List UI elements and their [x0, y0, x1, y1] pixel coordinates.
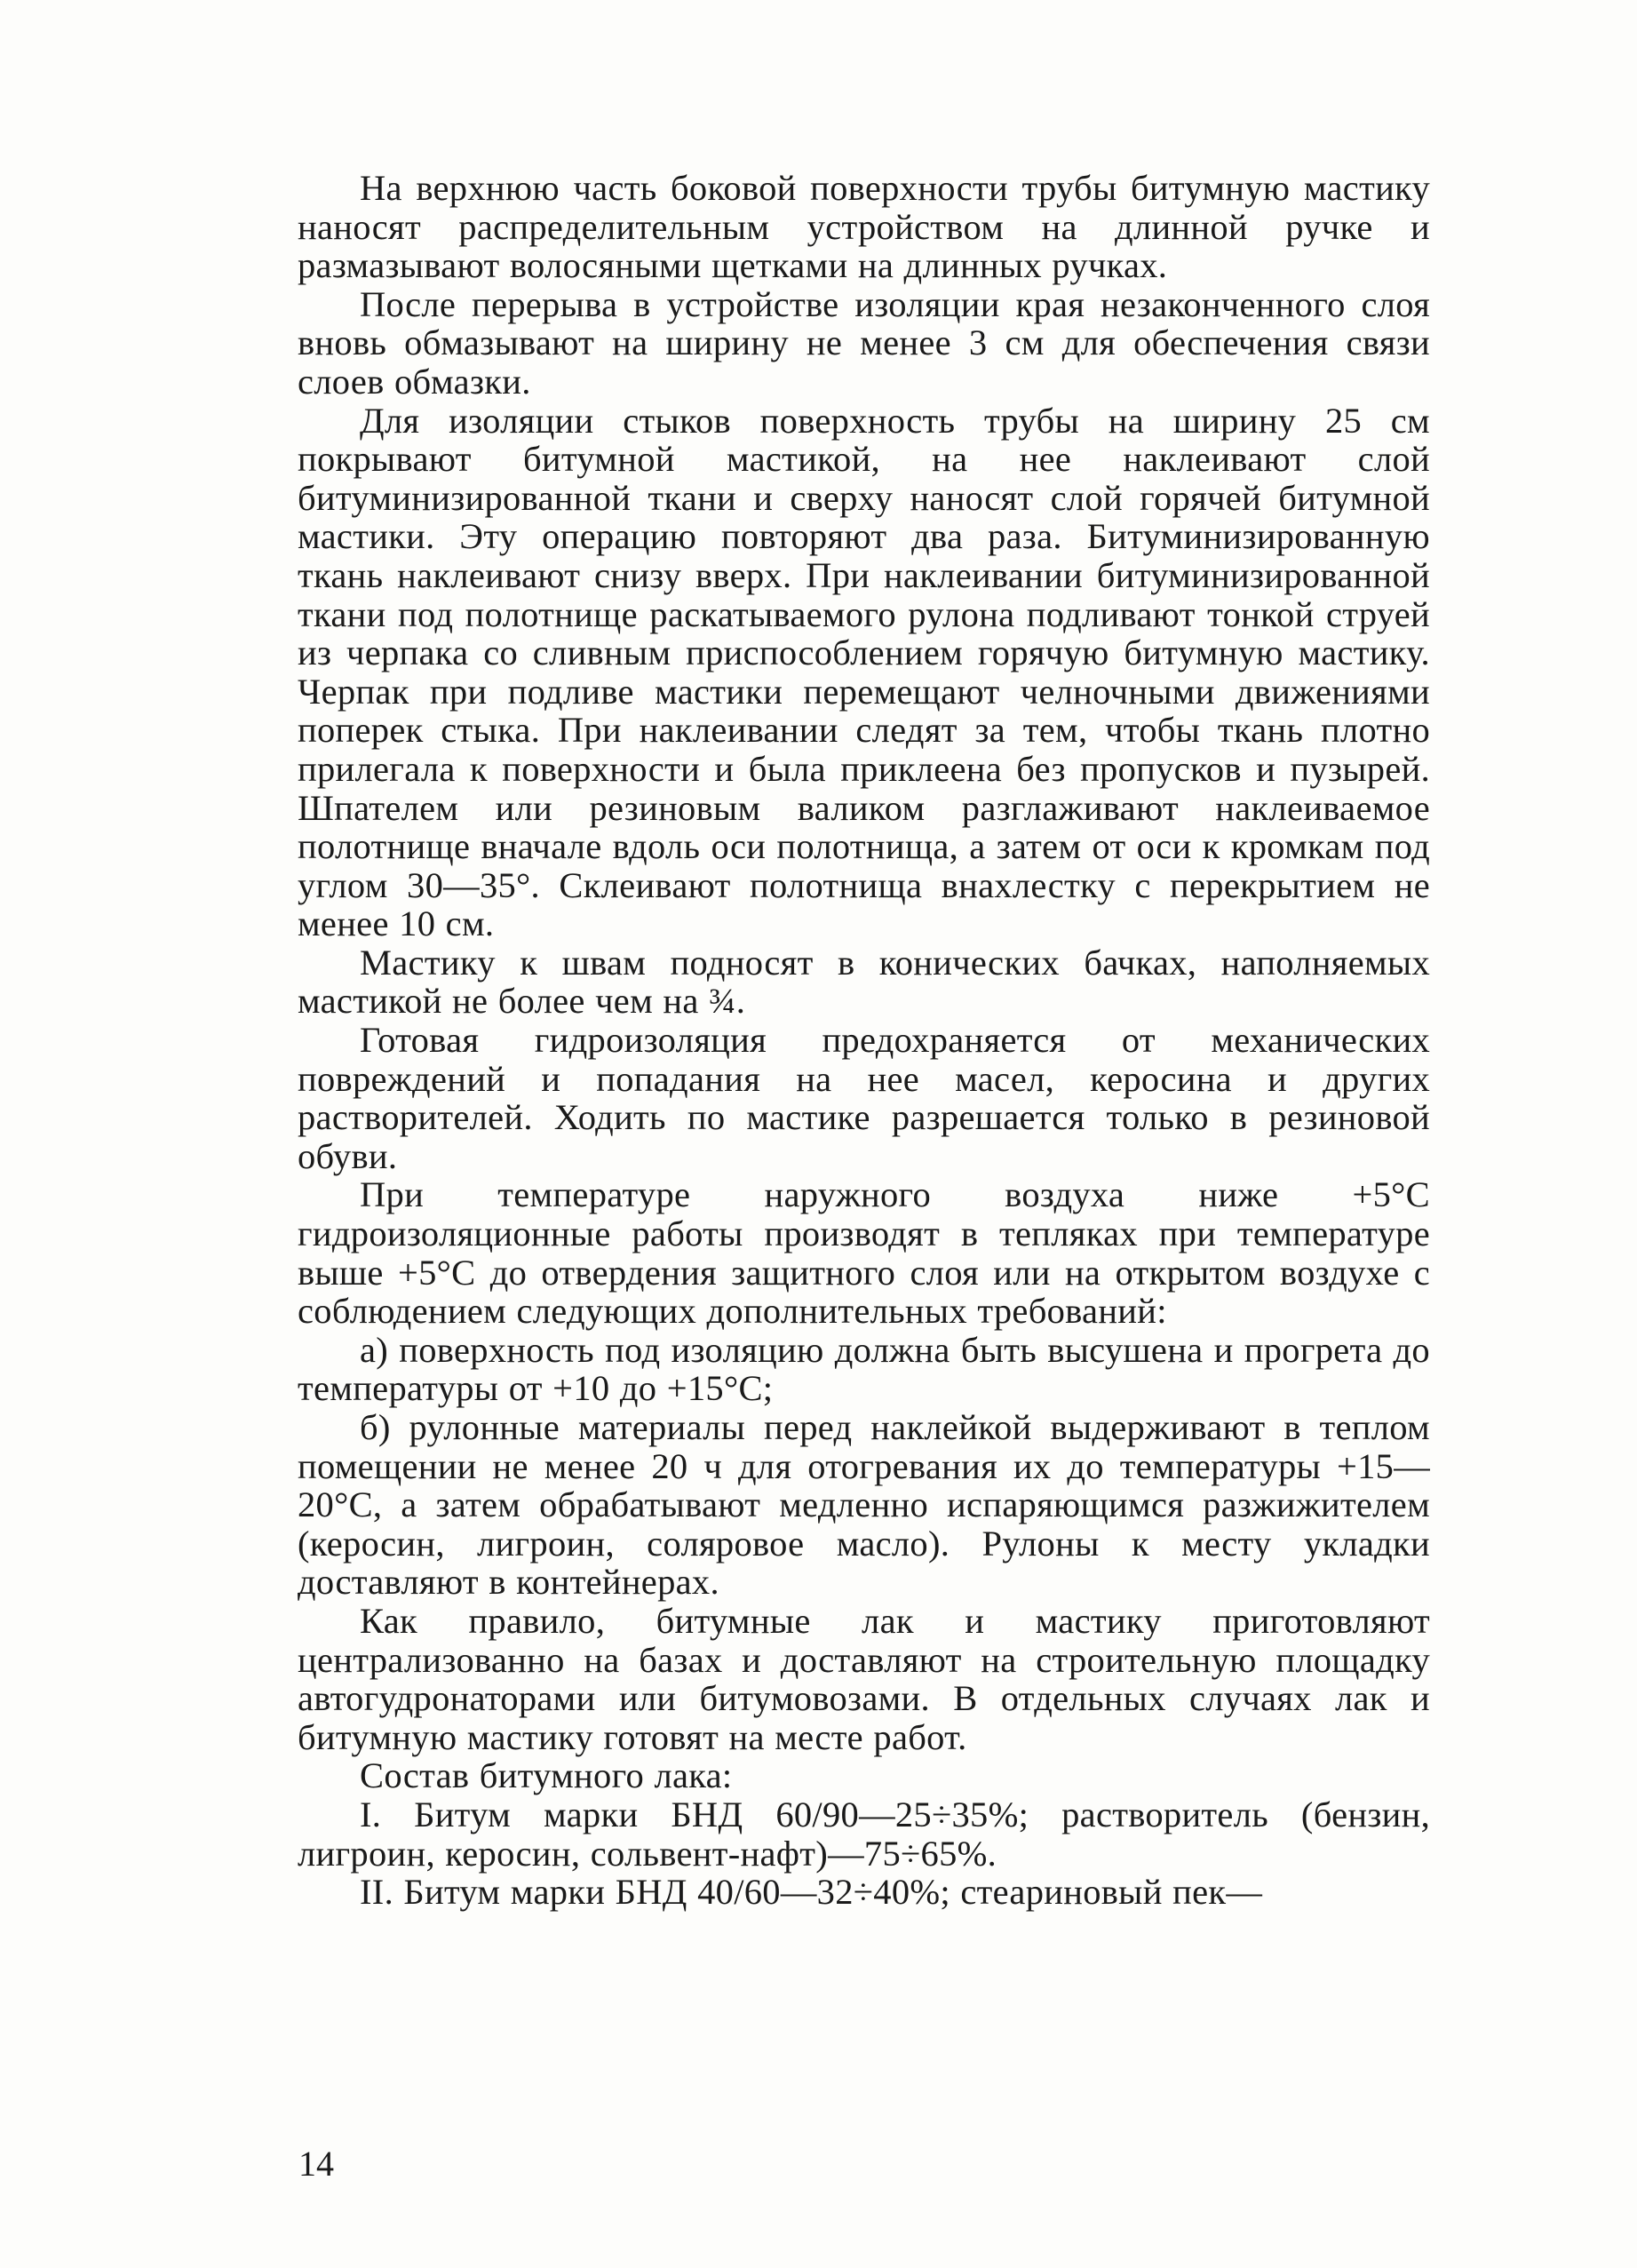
paragraph-3: Для изоляции стыков поверхность трубы на ширину 25 см покрывают битумной мастикой, на нее наклеивают слой битуминизированной ткани и сверху наносят слой горячей битумной мастики. Эту операцию повторяют два раза. Битуминизированную ткань наклеивают снизу вверх. При наклеивании битуминизированной ткани под полотнище раскатываемого рулона подливают тонкой струей из черпака со сливным приспособлением горячую битумную мастику. Черпак при подливе мастики перемещают челночными движениями поперек стыка. При наклеивании следят за тем, чтобы ткань плотно прилегала к поверхности и была приклеена без пропусков и пузырей. Шпателем или резиновым валиком разглаживают наклеиваемое полотнище вначале вдоль оси полотнища, а затем от оси к кромкам под углом 30—35°. Склеивают полотнища внахлестку с перекрытием не менее 10 см. — [298, 400, 1430, 944]
body-text — [298, 169, 1430, 1912]
composition-item-1: I. Битум марки БНД 60/90—25÷35%; растворитель (бензин, лигроин, керосин, сольвент-нафт)—75÷65%. — [298, 1794, 1430, 1874]
paragraph-1: На верхнюю часть боковой поверхности трубы битумную мастику наносят распределительным устройством на длинной ручке и размазывают волосяными щетками на длинных ручках. — [298, 168, 1430, 286]
list-item-b: б) рулонные материалы перед наклейкой выдерживают в теплом помещении не менее 20 ч для отогревания их до температуры +15—20°С, а затем обрабатывают медленно испаряющимся разжижителем (керосин, лигроин, соляровое масло). Рулоны к месту укладки доставляют в контейнерах. — [298, 1407, 1430, 1603]
paragraph-4: Мастику к швам подносят в конических бачках, наполняемых мастикой не более чем на ¾. — [298, 942, 1430, 1022]
paragraph-2: После перерыва в устройстве изоляции края незаконченного слоя вновь обмазывают на ширину не менее 3 см для обеспечения связи слоев обмазки. — [298, 283, 1430, 402]
paragraph-7: Как правило, битумные лак и мастику приготовляют централизованно на базах и доставляют на строительную площадку автогудронаторами или битумовозами. В отдельных случаях лак и битумную мастику готовят на месте работ. — [298, 1600, 1430, 1757]
paragraph-5: Готовая гидроизоляция предохраняется от механических повреждений и попадания на нее масел, керосина и других растворителей. Ходить по мастике разрешается только в резиновой обуви. — [298, 1020, 1430, 1176]
paragraph-composition-heading: Состав битумного лака: — [360, 1755, 733, 1796]
composition-item-2: II. Битум марки БНД 40/60—32÷40%; стеариновый пек— — [360, 1872, 1263, 1913]
list-item-a: а) поверхность под изоляцию должна быть высушена и прогрета до температуры от +10 до +15°С; — [298, 1329, 1430, 1409]
page-number: 14 — [298, 2144, 334, 2184]
paragraph-6: При температуре наружного воздуха ниже +5°С гидроизоляционные работы производят в тепляках при температуре выше +5°С до отвердения защитного слоя или на открытом воздухе с соблюдением следующих дополнительных требований: — [298, 1174, 1430, 1332]
